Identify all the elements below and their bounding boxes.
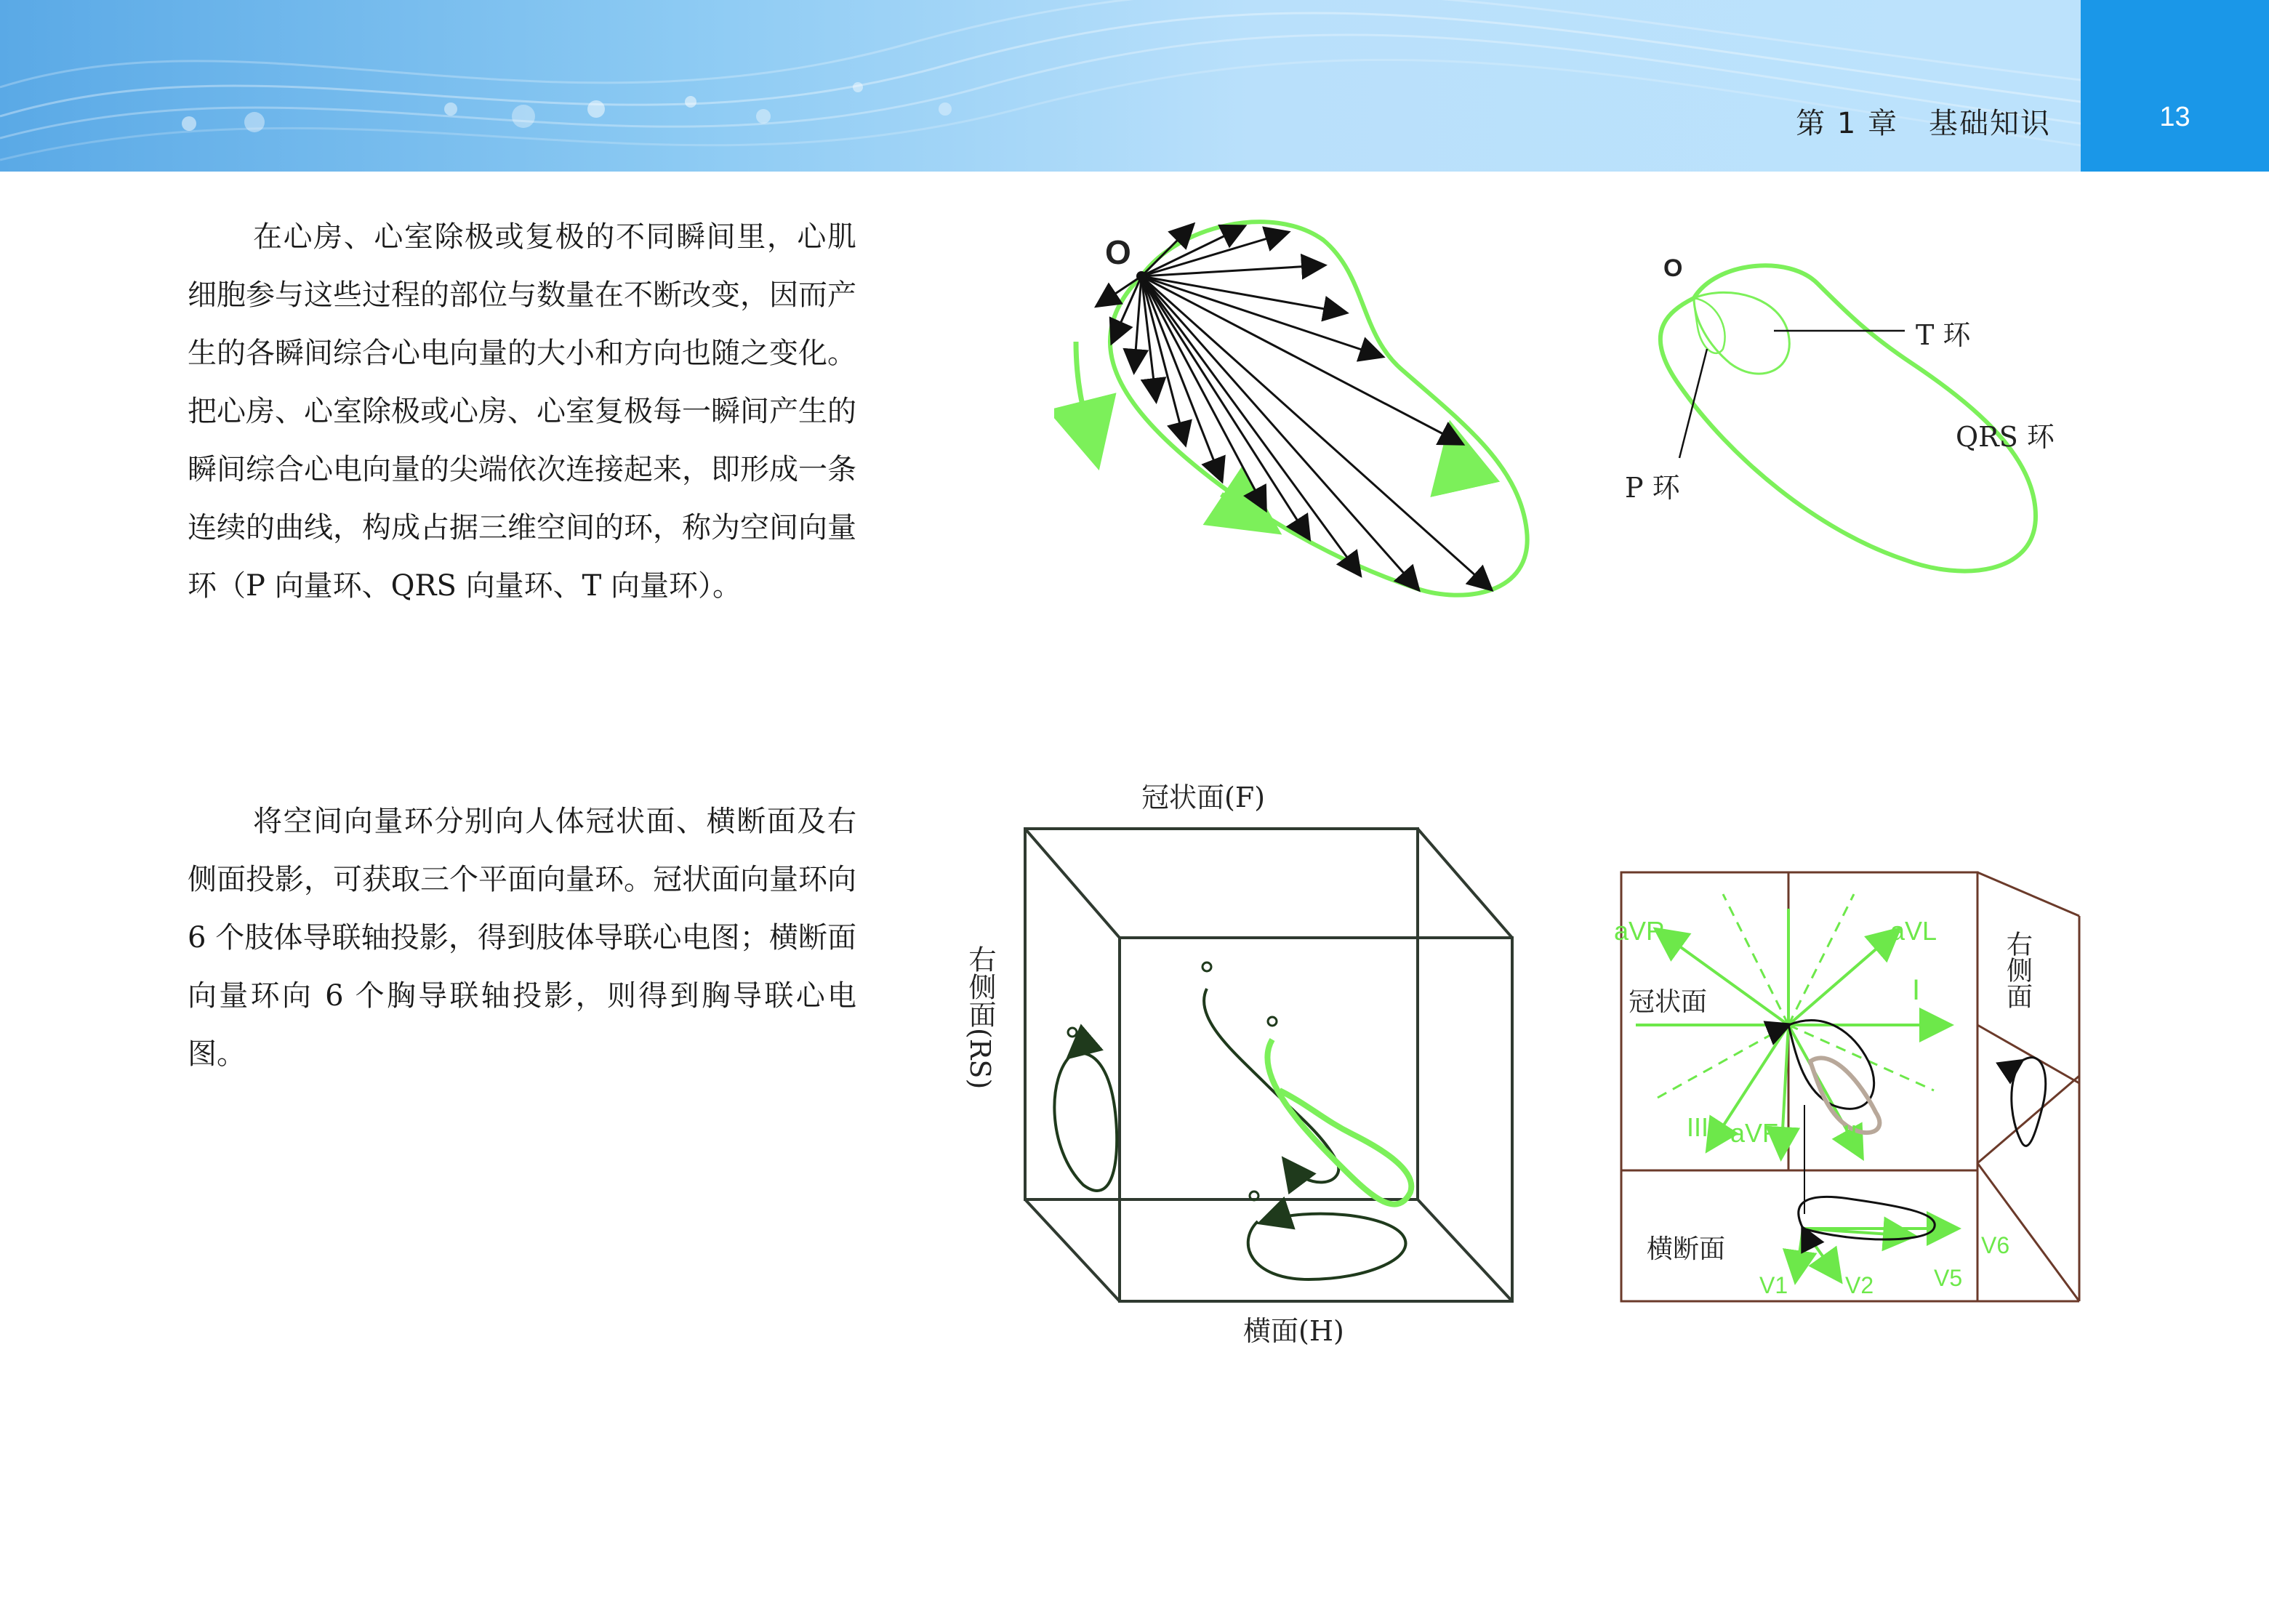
paragraph-1-first-line: 在心房、心室除极或复极的不同瞬间里， — [253, 220, 798, 254]
p-loop-path — [1694, 298, 1725, 353]
cube-diagram — [931, 771, 1556, 1367]
figure-lead-axes — [1614, 865, 2094, 1316]
coronal-plane-label: 冠状面(F) — [1141, 781, 1266, 813]
lead-i-label: I — [1912, 974, 1921, 1006]
lead-v2-label: V2 — [1845, 1272, 1874, 1298]
chapter-title: 第 1 章 基础知识 — [1796, 107, 2051, 140]
paragraph-plane-projection — [188, 792, 856, 1083]
right-side-plane-text: 右侧面(RS) — [964, 945, 996, 1090]
figure-projection-cube — [931, 771, 1556, 1367]
origin-label: O — [1105, 233, 1131, 271]
side-plane-label — [1985, 930, 2050, 1009]
decorative-waves — [0, 0, 2081, 172]
paragraph-2-body: 及右侧面投影，可获取三个平面向量环。冠状面向量环向 6 个肢体导联轴投影，得到肢体导联心电图；横断面向量环向 6 个胸导联轴投影，则得到胸导联心电图。 — [188, 805, 857, 1071]
paragraph-2-first-line: 将空间向量环分别向人体冠状面、横断面 — [253, 805, 798, 838]
lead-avl-label: aVL — [1890, 916, 1937, 946]
page-header — [0, 0, 2269, 172]
horizontal-plane-label: 横面(H) — [1243, 1315, 1344, 1347]
page-number-tab — [2081, 0, 2269, 172]
lead-ii-label: II — [1843, 1119, 1858, 1149]
horizontal-plane-label-2: 横断面 — [1647, 1234, 1726, 1264]
figure-pqrst-loops — [1599, 240, 2108, 603]
figure-instantaneous-vectors — [1054, 211, 1563, 618]
lead-v5-label: V5 — [1934, 1265, 1963, 1291]
qrs-loop-label: QRS 环 — [1956, 421, 2055, 453]
side-plane-text: 右侧面 — [2002, 930, 2033, 1009]
origin-label-2: O — [1663, 254, 1683, 282]
lead-avf-label: aVF — [1730, 1118, 1779, 1148]
paragraph-space-vector-loop — [188, 208, 856, 615]
page-number: 13 — [2159, 102, 2190, 132]
frontal-plane-label: 冠状面 — [1629, 987, 1708, 1017]
p-loop-label: P 环 — [1625, 472, 1680, 504]
lead-iii-label: III — [1687, 1112, 1709, 1142]
lead-v6-label: V6 — [1981, 1232, 2010, 1258]
vector-loop-diagram — [1054, 211, 1563, 618]
lead-v1-label: V1 — [1759, 1272, 1788, 1298]
t-loop-label: T 环 — [1916, 319, 1971, 351]
paragraph-1-body: 心肌细胞参与这些过程的部位与数量在不断改变，因而产生的各瞬间综合心电向量的大小和方向也随之变化。把心房、心室除极或心房、心室复极每一瞬间产生的瞬间综合心电向量的尖端依次连接起来，即形成一条连续的曲线，构成占据三维空间的环，称为空间向量环（P 向量环、QRS 向量环、T 向量环）。 — [188, 220, 857, 603]
lead-avr-label: aVR — [1614, 916, 1666, 946]
